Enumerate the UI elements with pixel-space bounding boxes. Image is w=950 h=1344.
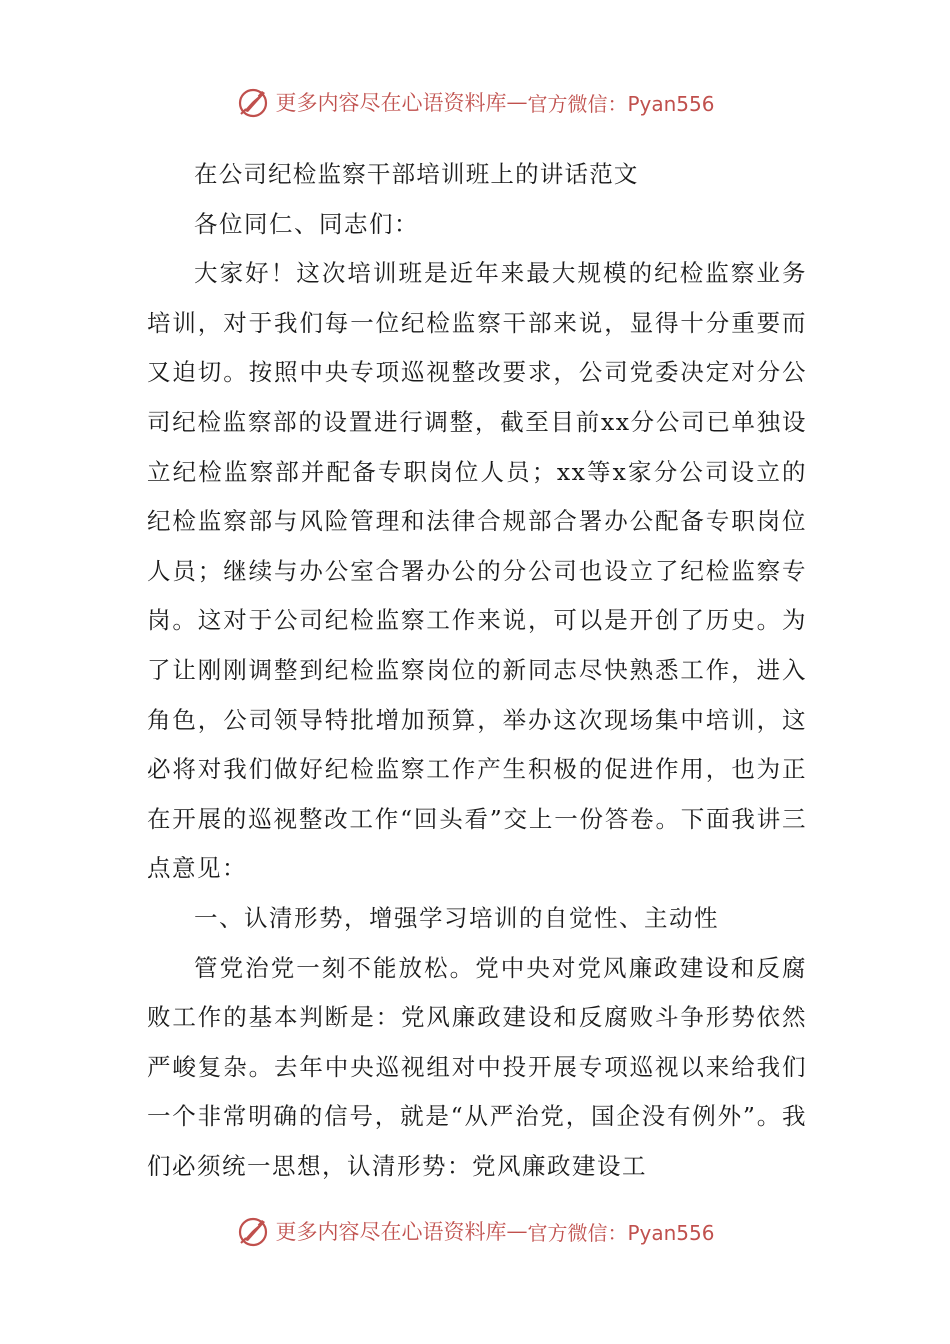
- watermark-separator: —: [506, 90, 528, 114]
- document-body: [147, 150, 807, 1191]
- watermark-brand: 更多内容尽在心语资料库: [275, 91, 507, 115]
- section-heading: 一、认清形势，增强学习培训的自觉性、主动性: [194, 903, 719, 932]
- watermark-separator: —: [506, 1219, 528, 1243]
- salutation: 各位同仁、同志们：: [194, 209, 419, 238]
- quill-pen-logo-icon: [235, 1213, 271, 1249]
- document-title: 在公司纪检监察干部培训班上的讲话范文: [194, 160, 639, 188]
- paragraph: 大家好！这次培训班是近年来最大规模的纪检监察业务培训，对于我们每一位纪检监察干部来说，显得十分重要而又迫切。按照中央专项巡视整改要求，公司党委决定对分公司纪检监察部的设置进行调整，截至目前xx分公司已单独设立纪检监察部并配备专职岗位人员；xx等x家分公司设立的纪检监察部与风险管理和法律合规部合署办公配备专职岗位人员；继续与办公室合署办公的分公司也设立了纪检监察专岗。这对于公司纪检监察工作来说，可以是开创了历史。为了让刚刚调整到纪检监察岗位的新同志尽快熟悉工作，进入角色，公司领导特批增加预算，举办这次现场集中培训，这必将对我们做好纪检监察工作产生积极的促进作用，也为正在开展的巡视整改工作“回头看”交上一份答卷。下面我讲三点意见：: [147, 259, 807, 883]
- paragraph: 管党治党一刻不能放松。党中央对党风廉政建设和反腐败工作的基本判断是：党风廉政建设和反腐败斗争形势依然严峻复杂。去年中央巡视组对中投开展专项巡视以来给我们一个非常明确的信号，就是“从严治党，国企没有例外”。我们必须统一思想，认清形势：党风廉政建设工: [147, 953, 807, 1180]
- footer-watermark: [0, 1211, 950, 1251]
- watermark-contact: 官方微信：Pyan556: [527, 91, 715, 116]
- quill-pen-logo-icon: [235, 84, 271, 120]
- header-watermark: [0, 82, 950, 122]
- watermark-brand: 更多内容尽在心语资料库: [275, 1220, 507, 1244]
- watermark-contact: 官方微信：Pyan556: [527, 1220, 715, 1245]
